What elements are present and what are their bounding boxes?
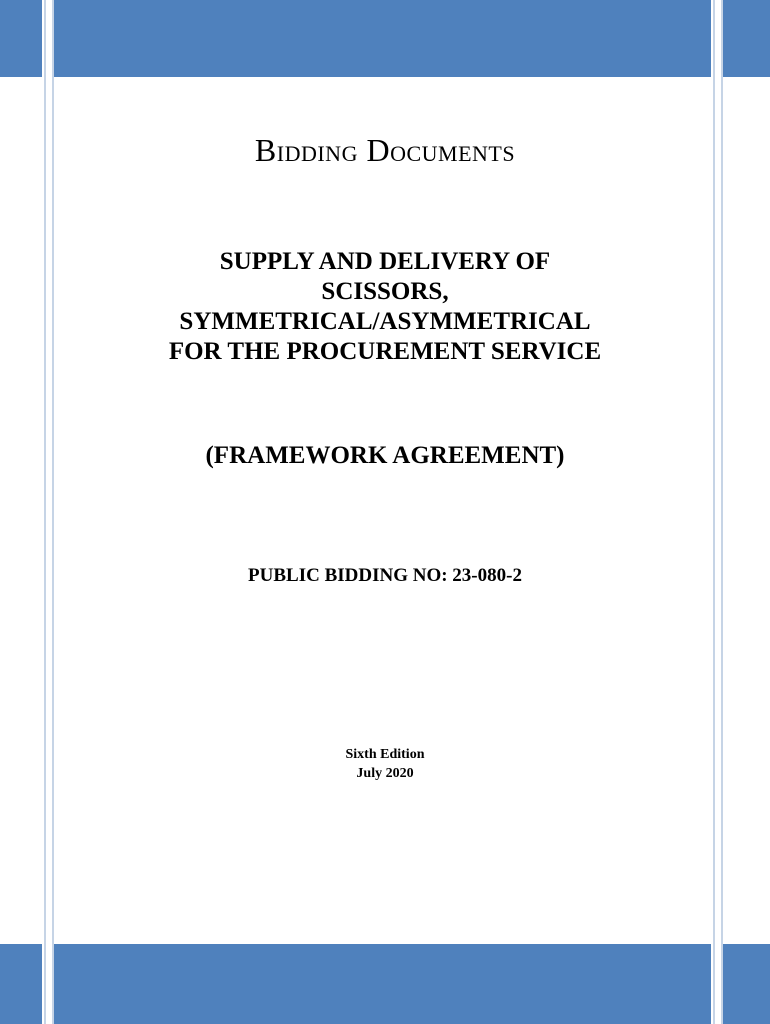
subject-line: FOR THE PROCUREMENT SERVICE bbox=[168, 338, 602, 365]
framework-agreement-label: (FRAMEWORK AGREEMENT) bbox=[205, 442, 565, 469]
document-subject bbox=[0, 247, 770, 367]
subject-line: SUPPLY AND DELIVERY OF bbox=[219, 248, 551, 275]
edition-block bbox=[0, 745, 770, 783]
top-color-band bbox=[0, 0, 770, 77]
subject-line: SCISSORS, bbox=[321, 278, 449, 305]
subject-line: SYMMETRICAL/ASYMMETRICAL bbox=[179, 308, 591, 335]
edition-label: Sixth Edition bbox=[345, 747, 425, 762]
bottom-color-band bbox=[0, 944, 770, 1024]
edition-date: July 2020 bbox=[356, 766, 414, 781]
document-title: Bidding Documents bbox=[254, 132, 516, 168]
public-bidding-number: PUBLIC BIDDING NO: 23-080-2 bbox=[248, 565, 522, 586]
